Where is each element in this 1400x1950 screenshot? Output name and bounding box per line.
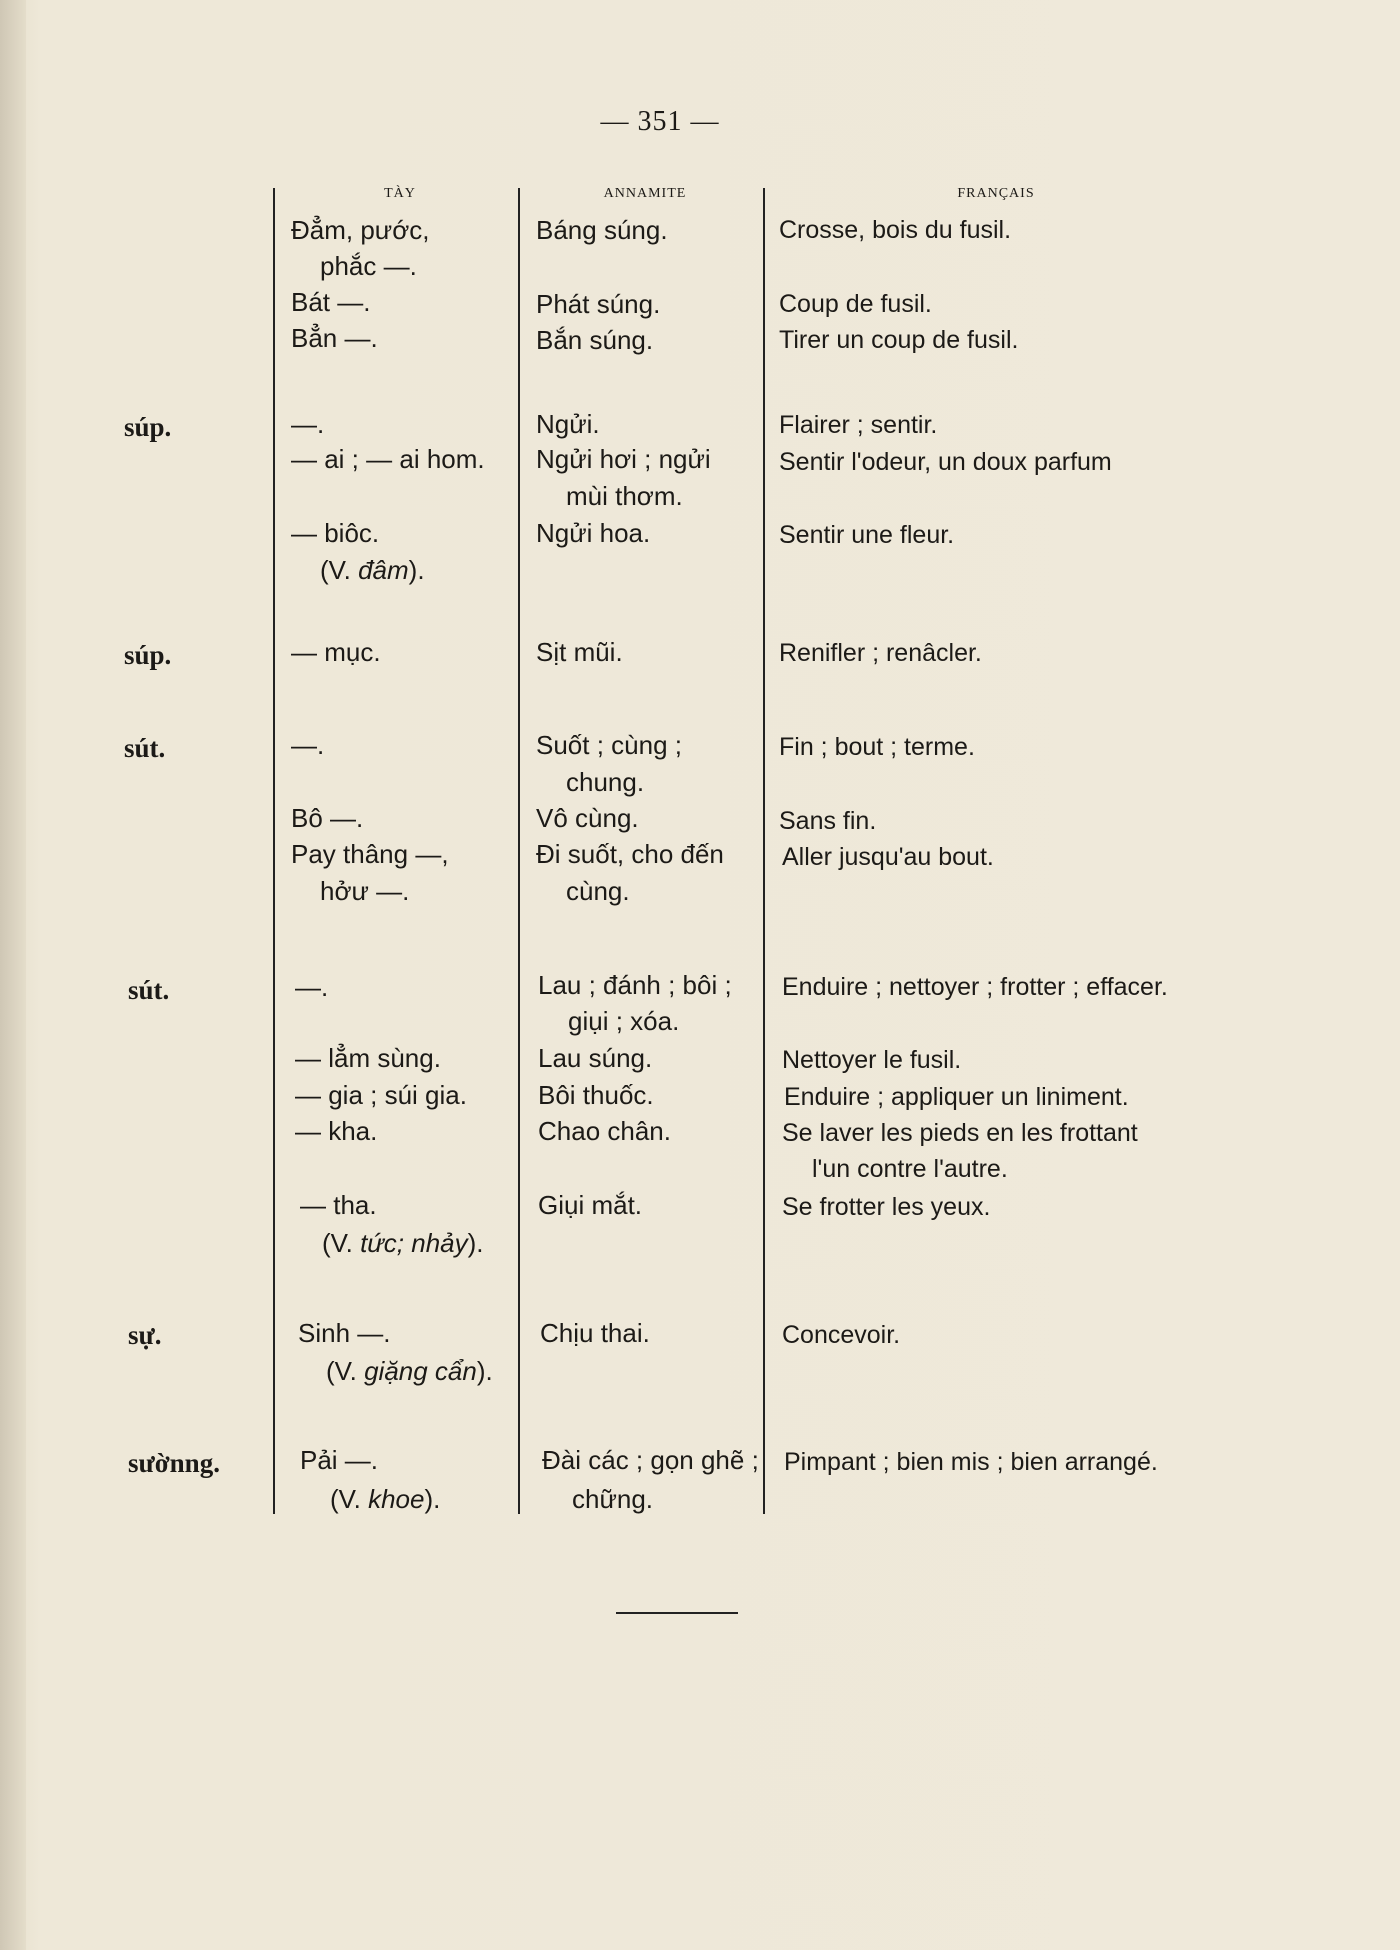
cross-reference: [322, 1228, 484, 1258]
francais-text: Flairer ; sentir.: [779, 411, 938, 439]
francais-text: Renifler ; renâcler.: [779, 639, 982, 667]
tay-text: — lẳm sùng.: [295, 1043, 441, 1073]
annamite-text: Suốt ; cùng ;: [536, 730, 682, 760]
annamite-text: Ngửi.: [536, 409, 600, 439]
tay-text: —.: [291, 730, 325, 760]
francais-text: Coup de fusil.: [779, 290, 932, 318]
annamite-text: chung.: [566, 767, 645, 797]
francais-text: Pimpant ; bien mis ; bien arrangé.: [784, 1448, 1158, 1476]
annamite-text: Ngửi hơi ; ngửi: [536, 444, 711, 474]
ref-prefix: (V.: [330, 1484, 361, 1514]
ref-suffix: ).: [408, 555, 425, 585]
francais-text: Tirer un coup de fusil.: [779, 326, 1019, 354]
tay-text: — biôc.: [291, 518, 380, 548]
ref-word: giặng cẩn: [364, 1356, 477, 1386]
ref-word: khoe: [368, 1484, 425, 1514]
annamite-text: Vô cùng.: [536, 803, 639, 833]
headword: súp.: [124, 412, 172, 442]
end-rule: [616, 1612, 738, 1614]
annamite-text: Ngửi hoa.: [536, 518, 651, 548]
headword: sườnng.: [128, 1448, 220, 1478]
headword: súp.: [124, 640, 172, 670]
ref-word: đâm: [358, 555, 409, 585]
tay-text: — mục.: [291, 637, 381, 667]
francais-text: l'un contre l'autre.: [812, 1155, 1008, 1183]
tay-text: —.: [295, 972, 329, 1002]
francais-text: Fin ; bout ; terme.: [779, 733, 975, 761]
column-rule-middle: [518, 188, 520, 1514]
annamite-text: Phát súng.: [536, 289, 661, 319]
page-number: — 351 —: [600, 106, 720, 137]
annamite-text: Bắn súng.: [536, 325, 654, 355]
annamite-text: Đi suốt, cho đến: [536, 839, 724, 869]
annamite-text: Đài các ; gọn ghẽ ;: [542, 1445, 759, 1475]
tay-text: Pải —.: [300, 1445, 379, 1475]
annamite-text: mùi thơm.: [566, 481, 683, 511]
annamite-text: Sịt mũi.: [536, 637, 623, 667]
tay-text: Bát —.: [291, 287, 371, 317]
francais-text: Enduire ; nettoyer ; frotter ; effacer.: [782, 973, 1168, 1001]
tay-text: Pay thâng —,: [291, 839, 449, 869]
francais-text: Se laver les pieds en les frottant: [782, 1119, 1138, 1147]
book-spine-shadow: [0, 0, 26, 1950]
tay-text: — ai ; — ai hom.: [291, 444, 485, 474]
ref-prefix: (V.: [320, 555, 351, 585]
francais-text: Se frotter les yeux.: [782, 1193, 991, 1221]
francais-text: Crosse, bois du fusil.: [779, 216, 1012, 244]
annamite-text: Giụi mắt.: [538, 1190, 643, 1220]
headword: sút.: [124, 733, 166, 763]
headword: sút.: [128, 975, 170, 1005]
tay-text: phắc —.: [320, 251, 417, 281]
column-header-annamite: ANNAMITE: [603, 186, 687, 201]
ref-prefix: (V.: [322, 1228, 353, 1258]
cross-reference: [320, 555, 425, 585]
tay-text: Bẳn —.: [291, 323, 378, 353]
headword: sự.: [128, 1320, 162, 1350]
annamite-text: Báng súng.: [536, 215, 668, 245]
annamite-text: Bôi thuốc.: [538, 1080, 654, 1110]
annamite-text: Chao chân.: [538, 1116, 671, 1146]
annamite-text: Chịu thai.: [540, 1318, 650, 1348]
tay-text: —.: [291, 409, 325, 439]
column-header-francais: FRANÇAIS: [957, 186, 1035, 201]
tay-text: hởư —.: [320, 876, 410, 906]
ref-suffix: ).: [424, 1484, 441, 1514]
ref-suffix: ).: [476, 1356, 493, 1386]
column-header-tay: TÀY: [384, 186, 416, 201]
tay-text: — kha.: [295, 1116, 378, 1146]
tay-text: Sinh —.: [298, 1318, 391, 1348]
tay-text: Đẳm, pước,: [291, 215, 430, 245]
francais-text: Sans fin.: [779, 807, 877, 835]
column-rule-left: [273, 188, 275, 1514]
francais-text: Concevoir.: [782, 1321, 901, 1349]
column-rule-right: [763, 188, 765, 1514]
ref-suffix: ).: [467, 1228, 484, 1258]
francais-text: Nettoyer le fusil.: [782, 1046, 962, 1074]
annamite-text: cùng.: [566, 876, 630, 906]
annamite-text: giụi ; xóa.: [568, 1006, 680, 1036]
francais-text: Enduire ; appliquer un liniment.: [784, 1083, 1129, 1111]
cross-reference: [326, 1356, 493, 1386]
tay-text: — tha.: [300, 1190, 377, 1220]
francais-text: Aller jusqu'au bout.: [782, 843, 994, 871]
francais-text: Sentir une fleur.: [779, 521, 955, 549]
ref-word: tức; nhảy: [360, 1228, 468, 1258]
francais-text: Sentir l'odeur, un doux parfum: [779, 448, 1112, 476]
tay-text: Bô —.: [291, 803, 364, 833]
cross-reference: [330, 1484, 440, 1514]
annamite-text: Lau súng.: [538, 1043, 653, 1073]
tay-text: — gia ; súi gia.: [295, 1080, 467, 1110]
annamite-text: chững.: [572, 1484, 654, 1514]
ref-prefix: (V.: [326, 1356, 357, 1386]
annamite-text: Lau ; đánh ; bôi ;: [538, 970, 732, 1000]
